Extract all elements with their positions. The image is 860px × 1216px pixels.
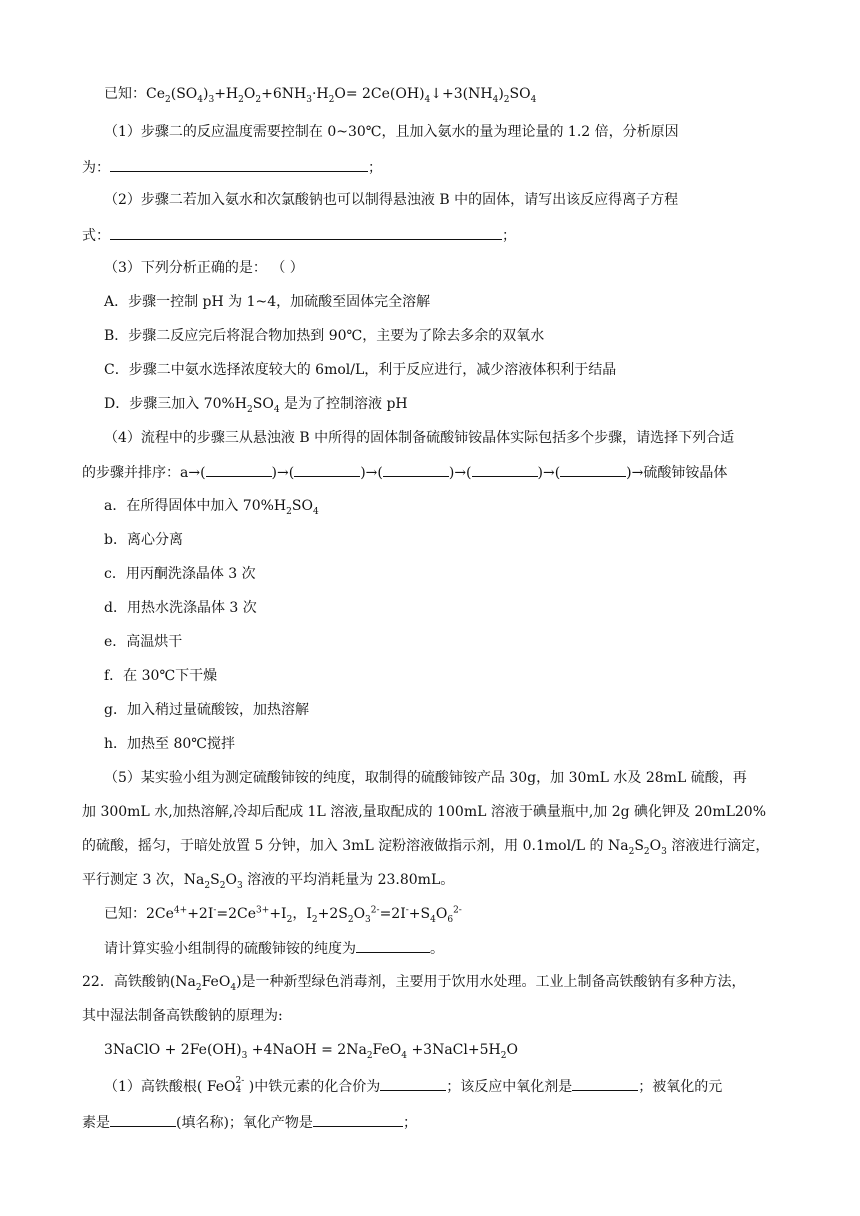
question-3-text: （3）下列分析正确的是： （ ） [104, 260, 304, 276]
answer-blank[interactable] [110, 225, 502, 240]
step-e: e．高温烘干 [104, 634, 183, 650]
answer-blank[interactable] [110, 1112, 176, 1127]
option-c: C．步骤二中氨水选择浓度较大的 6mol/L，利于反应进行，减少溶液体积利于结晶 [104, 362, 617, 378]
step-g: g．加入稍过量硫酸铵，加热溶解 [104, 702, 309, 718]
question-22-text-2: 其中湿法制备高铁酸钠的原理为: [82, 1008, 283, 1024]
answer-blank[interactable] [380, 1076, 446, 1091]
question-5-text-1: （5）某实验小组为测定硫酸铈铵的纯度，取制得的硫酸铈铵产品 30g，加 30mL 水及 28mL 硫酸，再 [104, 770, 747, 786]
step-b: b．离心分离 [104, 532, 183, 548]
step-h: h．加热至 80℃搅拌 [104, 736, 235, 752]
question-5-text-2: 加 300mL 水,加热溶解,冷却后配成 1L 溶液,量取配成的 100mL 溶液于碘量瓶中,加 2g 碘化钾及 20mL20% [82, 804, 767, 820]
step-a: a．在所得固体中加入 $70\%H_2SO_4$ [104, 498, 319, 517]
answer-blank[interactable] [313, 1112, 403, 1127]
answer-blank[interactable] [560, 462, 626, 477]
answer-blank[interactable] [383, 462, 449, 477]
question-1-answer-line: 为： ； [82, 157, 382, 177]
answer-blank[interactable] [572, 1076, 638, 1091]
known-reaction-line: 已知：$Ce_2(SO_4)_3+H_2O_2+6NH_3\cdot H_2O=$ $2Ce(OH)_4↓+3(NH_4)_2SO_4$ [104, 86, 537, 105]
answer-blank[interactable] [110, 157, 368, 172]
option-d: D．步骤三加入 $70\%H_2SO_4$ 是为了控制溶液 pH [104, 396, 408, 415]
question-1-text: （1）步骤二的反应温度需要控制在 0~30℃，且加入氨水的量为理论量的 1.2 倍，分析原因 [104, 124, 679, 140]
answer-blank[interactable] [206, 462, 272, 477]
known-ionic-equations: 已知：$2Ce^{4+}+2I^-=2Ce^{3+}+I_2$，$I_2+2S_2O_3^{2-}=2I^-+S_4O_6^{2-}$ [104, 905, 462, 925]
purity-question-line: 请计算实验小组制得的硫酸铈铵的纯度为 。 [104, 938, 444, 958]
step-f: f．在 30℃下干燥 [104, 668, 218, 684]
question-22-text-1: 22．高铁酸钠$(Na_2FeO_4)$是一种新型绿色消毒剂，主要用于饮用水处理。工业上制备高铁酸钠有多种方法， [82, 974, 746, 993]
question-2-text: （2）步骤二若加入氨水和次氯酸钠也可以制得悬浊液 B 中的固体，请写出该反应得离子方程 [104, 192, 679, 208]
question-4-text: （4）流程中的步骤三从悬浊液 B 中所得的固体制备硫酸铈铵晶体实际包括多个步骤，请选择下列合适 [104, 430, 735, 446]
answer-blank[interactable] [472, 462, 538, 477]
option-b: B．步骤二反应完后将混合物加热到 90℃，主要为了除去多余的双氧水 [104, 328, 545, 344]
answer-blank[interactable] [294, 462, 360, 477]
option-a: A．步骤一控制 pH 为 1~4，加硫酸至固体完全溶解 [104, 294, 431, 310]
question-5-text-3: 的硫酸，摇匀，于暗处放置 5 分钟，加入 3mL 淀粉溶液做指示剂，用 0.1mol/L 的 $Na_2S_2O_3$ 溶液进行滴定， [82, 838, 770, 857]
question-2-answer-line: 式： ； [82, 225, 516, 245]
step-c: c．用丙酮洗涤晶体 3 次 [104, 566, 256, 582]
step-d: d．用热水洗涤晶体 3 次 [104, 600, 257, 616]
wet-method-equation: 3NaClO + $2Fe(OH)_3$ +4NaOH = $2Na_2FeO_4$ $+3NaCl+5H_2O$ [104, 1042, 518, 1061]
question-22-1-line-2: 素是 (填名称)；氧化产物是 ； [82, 1112, 417, 1132]
ion-charge-notation: 2- 4 [235, 1076, 245, 1095]
question-4-sequence-line: 的步骤并排序：a→( )→( )→( )→( )→( )→硫酸铈铵晶体 [82, 462, 727, 482]
answer-blank[interactable] [356, 938, 430, 953]
question-5-text-4: 平行测定 3 次，$Na_2S_2O_3$ 溶液的平均消耗量为 23.80mL。 [82, 872, 455, 891]
question-22-1-line: （1）高铁酸根( FeO 2- 4 )中铁元素的化合价为 ；该反应中氧化剂是 ；被氧化的元 [104, 1076, 723, 1095]
